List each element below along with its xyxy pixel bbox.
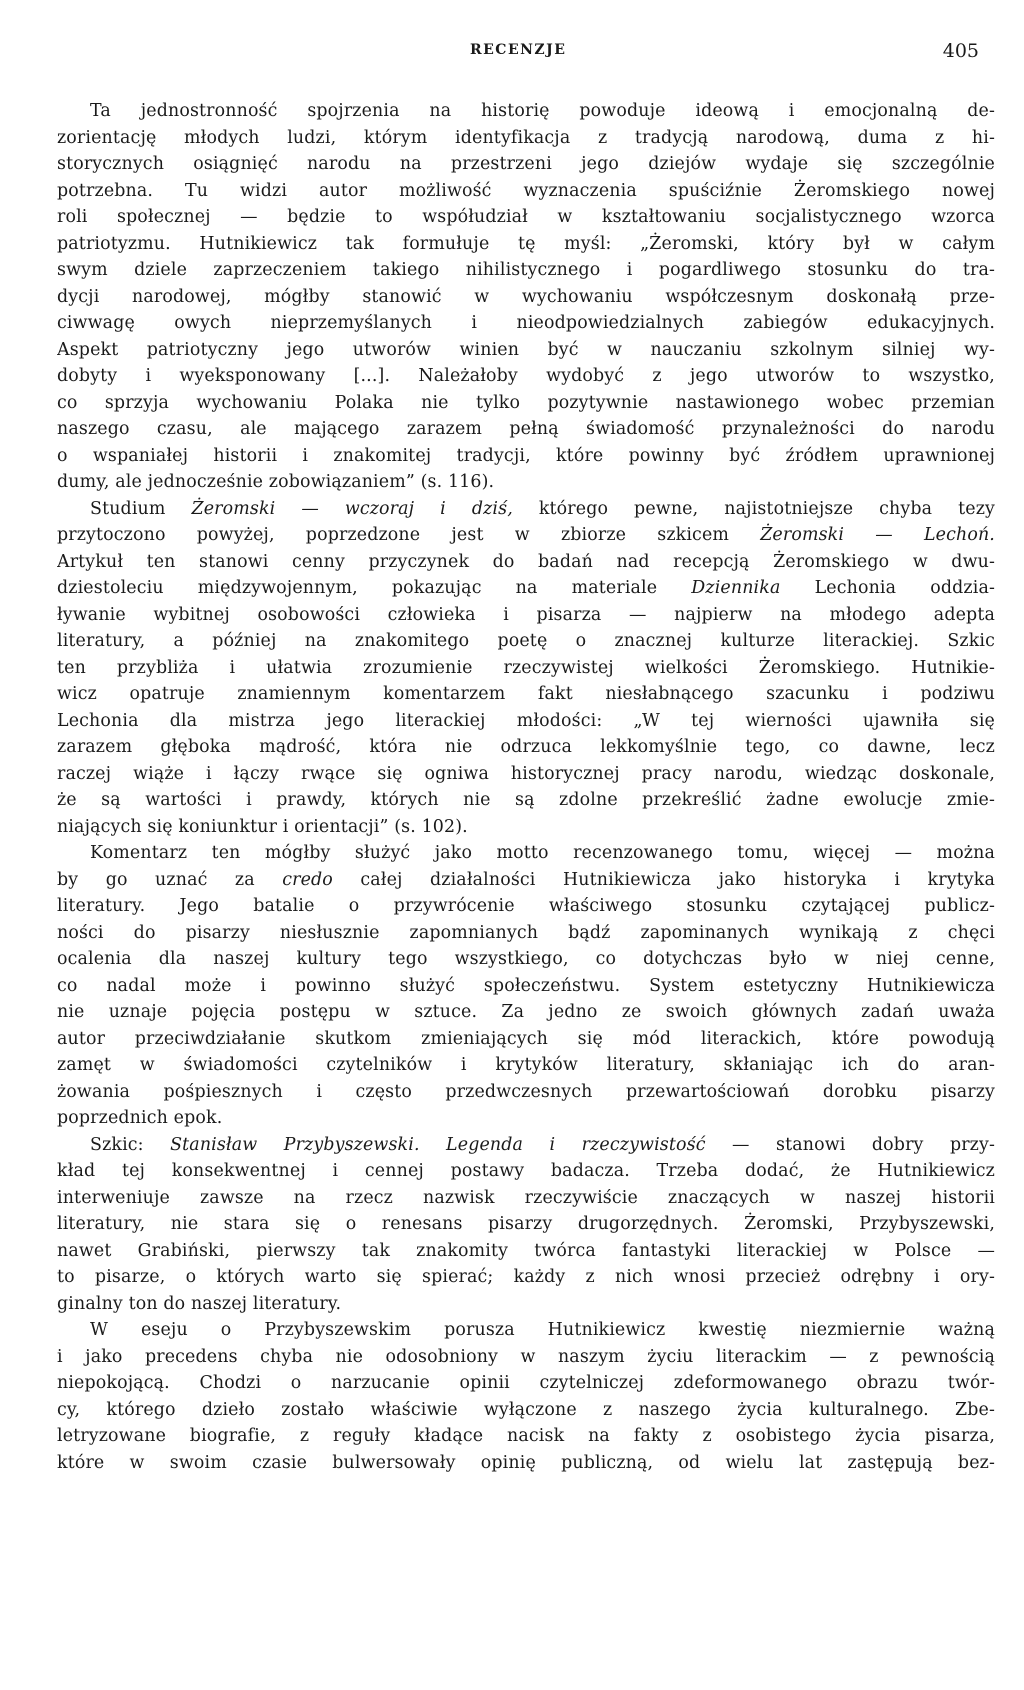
text-line [57, 734, 995, 761]
text-segment: kład tej konsekwentnej i cennej postawy badacza. Trzeba dodać, że Hutnikiewicz [57, 1161, 995, 1181]
text-line [57, 761, 995, 788]
text-segment: przytoczono powyżej, poprzedzone jest w zbiorze szkicem [57, 525, 761, 545]
text-line [57, 920, 995, 947]
text-segment: literatury. Jego batalie o przywrócenie właściwego stosunku czytającej publicz- [57, 896, 995, 916]
text-line [57, 549, 995, 576]
text-line [57, 628, 995, 655]
text-segment: by go uznać za [57, 869, 283, 890]
italic-text: Żeromski — Lechoń. [760, 525, 995, 545]
text-line [57, 1132, 995, 1159]
text-segment: autor przeciwdziałanie skutkom zmieniających się mód literackich, które powodują [57, 1028, 995, 1049]
text-line [57, 310, 995, 337]
text-line [57, 178, 995, 205]
text-line [57, 946, 995, 973]
text-line [57, 999, 995, 1026]
text-line [57, 575, 995, 602]
text-segment: zarazem głęboka mądrość, która nie odrzuca lekkomyślnie tego, co dawne, lecz [57, 737, 995, 757]
paragraph [57, 98, 995, 496]
text-line [57, 973, 995, 1000]
text-line [57, 787, 995, 814]
text-line [57, 204, 995, 231]
text-line [57, 1211, 995, 1238]
text-line [57, 1317, 995, 1344]
text-line [57, 655, 995, 682]
text-segment: zamęt w świadomości czytelników i krytyków literatury, skłaniając ich do aran- [57, 1055, 995, 1075]
text-segment: nawet Grabiński, pierwszy tak znakomity twórca fantastyki literackiej w Polsce — [57, 1240, 995, 1261]
text-line [57, 1105, 995, 1132]
paragraph [57, 1317, 995, 1476]
text-segment: patriotyzmu. Hutnikiewicz tak formułuje tę myśl: „Żeromski, który był w całym [57, 233, 995, 254]
text-line [57, 257, 995, 284]
paragraph [57, 496, 995, 841]
text-segment: które w swoim czasie bulwersowały opinię publiczną, od wielu lat zastępują bez- [57, 1452, 995, 1473]
paragraph [57, 840, 995, 1132]
text-line [57, 1079, 995, 1106]
text-segment: storycznych osiągnięć narodu na przestrzeni jego dziejów wydaje się szczególnie [57, 154, 995, 174]
text-line [57, 443, 995, 470]
text-segment: dobyty i wyeksponowany [...]. Należałoby wydobyć z jego utworów to wszystko, [57, 366, 995, 386]
text-segment: Komentarz ten mógłby służyć jako motto recenzowanego tomu, więcej — można [90, 843, 995, 863]
text-line [57, 1291, 995, 1318]
text-line [57, 151, 995, 178]
text-segment: W eseju o Przybyszewskim porusza Hutnikiewicz kwestię niezmiernie ważną [90, 1320, 995, 1340]
text-segment: Lechonia dla mistrza jego literackiej młodości: „W tej wierności ujawniła się [57, 710, 995, 731]
text-segment: nie uznaje pojęcia postępu w sztuce. Za jedno ze swoich głównych zadań uważa [57, 1002, 995, 1022]
running-title: RECENZJE [470, 42, 567, 58]
text-segment: co nadal może i powinno służyć społeczeństwu. System estetyczny Hutnikiewicza [57, 975, 995, 996]
text-segment: to pisarze, o których warto się spierać; każdy z nich wnosi przecież odrębny i ory- [57, 1267, 995, 1287]
italic-text: Stanisław Przybyszewski. Legenda i rzeczywistość [170, 1134, 706, 1155]
text-line [57, 840, 995, 867]
text-line [57, 1423, 995, 1450]
text-line [57, 1238, 995, 1265]
text-segment: ływanie wybitnej osobowości człowieka i pisarza — najpierw na młodego adepta [57, 604, 995, 625]
text-segment: Szkic: [90, 1134, 171, 1155]
paragraph [57, 1132, 995, 1318]
text-line [57, 1344, 995, 1371]
text-segment: Studium [90, 498, 192, 519]
text-line [57, 125, 995, 152]
text-segment: dycji narodowej, mógłby stanowić w wychowaniu współczesnym doskonałą prze- [57, 286, 995, 307]
text-segment: zorientację młodych ludzi, którym identyfikacja z tradycją narodową, duma z hi- [57, 127, 995, 148]
text-segment: wicz opatruje znamiennym komentarzem fakt niesłabnącego szacunku i podziwu [57, 684, 995, 704]
text-segment: ginalny ton do naszej literatury. [57, 1293, 342, 1314]
text-line [57, 496, 995, 523]
text-line [57, 469, 995, 496]
text-line [57, 284, 995, 311]
text-segment: cy, którego dzieło zostało właściwie wyłączone z naszego życia kulturalnego. Zbe- [57, 1399, 995, 1420]
text-segment: dumy, ale jednocześnie zobowiązaniem” (s. 116). [57, 472, 495, 492]
text-line [57, 1397, 995, 1424]
text-line [57, 893, 995, 920]
text-segment: którego pewne, najistotniejsze chyba tezy [512, 498, 995, 519]
text-segment: Artykuł ten stanowi cenny przyczynek do badań nad recepcją Żeromskiego w dwu- [57, 551, 995, 572]
text-segment: naszego czasu, ale mającego zarazem pełną świadomość przynależności do narodu [57, 419, 995, 439]
text-line [57, 602, 995, 629]
text-segment: ności do pisarzy niesłusznie zapomnianych bądź zapominanych wynikają z chęci [57, 922, 995, 943]
text-line [57, 231, 995, 258]
text-line [57, 681, 995, 708]
text-segment: niepokojącą. Chodzi o narzucanie opinii czytelniczej zdeformowanego obrazu twór- [57, 1373, 995, 1393]
page-number: 405 [942, 40, 979, 62]
text-segment: niających się koniunktur i orientacji” (s. 102). [57, 816, 468, 837]
text-segment: roli społecznej — będzie to współudział w kształtowaniu socjalistycznego wzorca [57, 207, 995, 227]
text-segment: potrzebna. Tu widzi autor możliwość wyznaczenia spuściźnie Żeromskiego nowej [57, 180, 995, 201]
text-segment: — stanowi dobry przy- [705, 1134, 995, 1155]
text-line [57, 522, 995, 549]
text-segment: i jako precedens chyba nie odosobniony w naszym życiu literackim — z pewnością [57, 1346, 995, 1367]
running-header [0, 40, 1024, 64]
body-text [57, 98, 995, 1476]
text-segment: ciwwagę owych nieprzemyślanych i nieodpowiedzialnych zabiegów edukacyjnych. [57, 313, 995, 333]
text-line [57, 337, 995, 364]
text-segment: literatury, a później na znakomitego poetę o znacznej kulturze literackiej. Szkic [57, 631, 995, 651]
text-line [57, 1185, 995, 1212]
text-line [57, 416, 995, 443]
text-segment: swym dziele zaprzeczeniem takiego nihilistycznego i pogardliwego stosunku do tra- [57, 260, 995, 280]
text-line [57, 708, 995, 735]
text-segment: całej działalności Hutnikiewicza jako historyka i krytyka [332, 869, 995, 890]
text-segment: o wspaniałej historii i znakomitej tradycji, które powinny być źródłem uprawnionej [57, 445, 995, 466]
text-segment: ocalenia dla naszej kultury tego wszystkiego, co dotychczas było w niej cenne, [57, 949, 995, 969]
text-line [57, 1450, 995, 1477]
text-segment: że są wartości i prawdy, których nie są zdolne przekreślić żadne ewolucje zmie- [57, 790, 995, 810]
text-line [57, 1026, 995, 1053]
text-segment: interweniuje zawsze na rzecz nazwisk rzeczywiście znaczących w naszej historii [57, 1187, 995, 1208]
text-line [57, 1370, 995, 1397]
text-segment: poprzednich epok. [57, 1108, 223, 1128]
text-line [57, 363, 995, 390]
italic-text: Żeromski — wczoraj i dziś, [191, 498, 513, 519]
text-line [57, 1264, 995, 1291]
text-line [57, 390, 995, 417]
text-segment: Lechonia oddzia- [780, 578, 995, 598]
text-line [57, 1052, 995, 1079]
text-segment: ten przybliża i ułatwia zrozumienie rzeczywistej wielkości Żeromskiego. Hutnikie- [57, 657, 995, 678]
text-line [57, 1158, 995, 1185]
text-segment: raczej wiąże i łączy rwące się ogniwa historycznej pracy narodu, wiedząc doskonale, [57, 763, 995, 784]
text-segment: Ta jednostronność spojrzenia na historię powoduje ideową i emocjonalną de- [90, 101, 995, 121]
text-segment: literatury, nie stara się o renesans pisarzy drugorzędnych. Żeromski, Przybyszewski, [57, 1214, 995, 1234]
text-segment: dziestoleciu międzywojennym, pokazując na materiale [57, 578, 692, 598]
italic-text: Dziennika [691, 578, 781, 598]
text-segment: letryzowane biografie, z reguły kładące nacisk na fakty z osobistego życia pisarza, [57, 1426, 995, 1446]
text-segment: żowania pośpiesznych i często przedwczesnych przewartościowań dorobku pisarzy [57, 1081, 995, 1102]
text-line [57, 867, 995, 894]
text-line [57, 98, 995, 125]
italic-text: credo [282, 869, 333, 890]
text-segment: Aspekt patriotyczny jego utworów winien być w nauczaniu szkolnym silniej wy- [57, 339, 995, 360]
text-line [57, 814, 995, 841]
text-segment: co sprzyja wychowaniu Polaka nie tylko pozytywnie nastawionego wobec przemian [57, 392, 995, 413]
